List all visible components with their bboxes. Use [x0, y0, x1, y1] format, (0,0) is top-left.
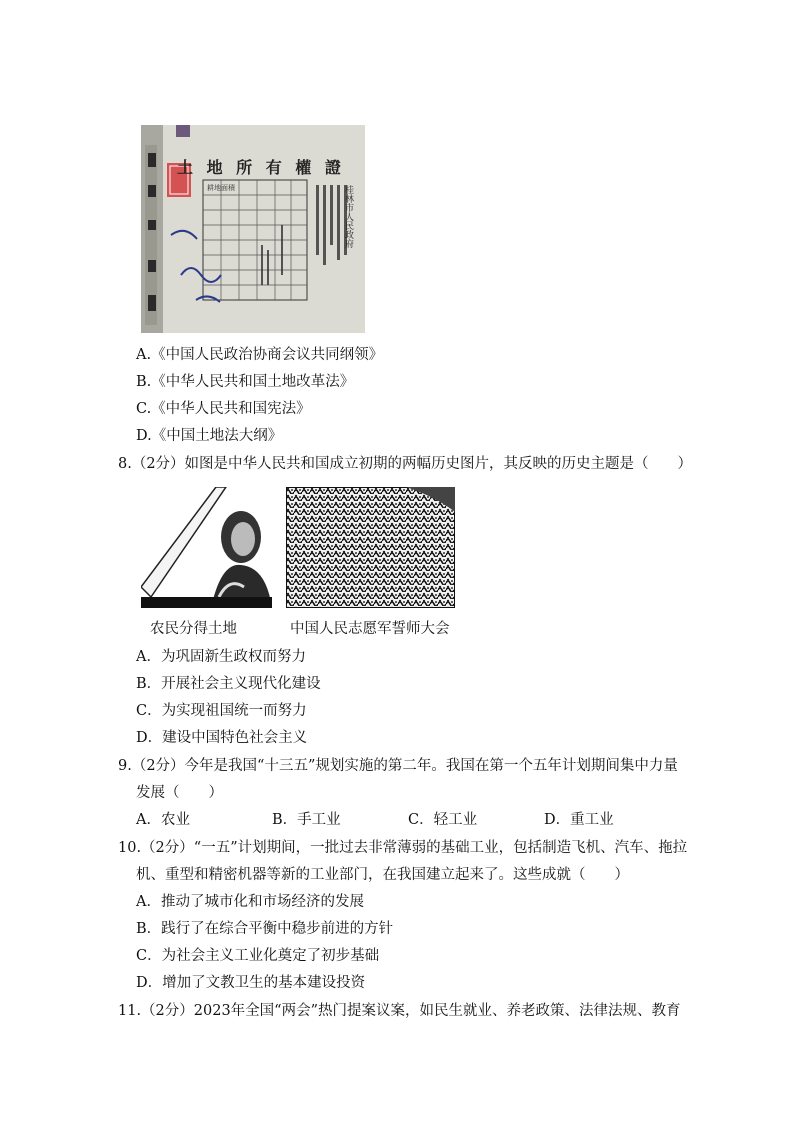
q10-stem-line1: 10.（2分）“一五”计划期间，一批过去非常薄弱的基础工业，包括制造飞机、汽车、拖拉 [118, 840, 688, 856]
certificate-title: 土 地 所 有 權 證 [177, 158, 345, 177]
q7-option-d: D.《中国土地法大纲》 [136, 428, 283, 444]
q8-option-b: B．开展社会主义现代化建设 [136, 676, 321, 692]
q10-option-b: B．践行了在综合平衡中稳步前进的方针 [136, 921, 394, 937]
q8-option-d: D．建设中国特色社会主义 [136, 730, 308, 746]
q9-stem-line2: 发展（ ） [136, 785, 223, 801]
q9-stem-line1: 9.（2分）今年是我国“十三五”规划实施的第二年。我国在第一个五年计划期间集中力量 [118, 758, 678, 774]
certificate-column-header: 耕地面積 [207, 184, 235, 192]
q8-option-c: C．为实现祖国统一而努力 [136, 703, 307, 719]
q9-option-b: B．手工业 [272, 812, 341, 828]
q10-stem-line2: 机、重型和精密机器等新的工业部门，在我国建立起来了。这些成就（ ） [136, 867, 629, 883]
certificate-issuer: 桂林市人民政府 [343, 185, 353, 248]
q9-option-c: C．轻工业 [408, 812, 478, 828]
land-certificate-image [141, 125, 365, 333]
q11-stem-line1: 11.（2分）2023年全国“两会”热门提案议案，如民生就业、养老政策、法律法规、教育 [118, 1003, 681, 1019]
q7-option-b: B.《中华人民共和国土地改革法》 [136, 374, 355, 390]
volunteer-rally-drawing [286, 487, 455, 608]
q8-option-a: A．为巩固新生政权而努力 [136, 649, 306, 665]
q8-stem: 8.（2分）如图是中华人民共和国成立初期的两幅历史图片，其反映的历史主题是（ ） [118, 456, 693, 472]
peasants-land-photo [141, 487, 272, 608]
caption-volunteer-rally: 中国人民志愿军誓师大会 [290, 621, 450, 637]
q9-option-d: D．重工业 [544, 812, 614, 828]
q10-option-a: A．推动了城市化和市场经济的发展 [136, 894, 364, 910]
q7-option-c: C.《中华人民共和国宪法》 [136, 401, 311, 417]
q10-option-c: C．为社会主义工业化奠定了初步基础 [136, 948, 380, 964]
peasants-land-drawing [141, 487, 272, 608]
q9-option-a: A．农业 [136, 812, 190, 828]
q9-options-row [0, 810, 794, 830]
volunteer-army-rally-photo [286, 487, 455, 608]
q10-option-d: D．增加了文教卫生的基本建设投资 [136, 975, 366, 991]
q7-option-a: A.《中国人民政治协商会议共同纲领》 [136, 347, 384, 363]
caption-peasants-land: 农民分得土地 [150, 621, 237, 637]
